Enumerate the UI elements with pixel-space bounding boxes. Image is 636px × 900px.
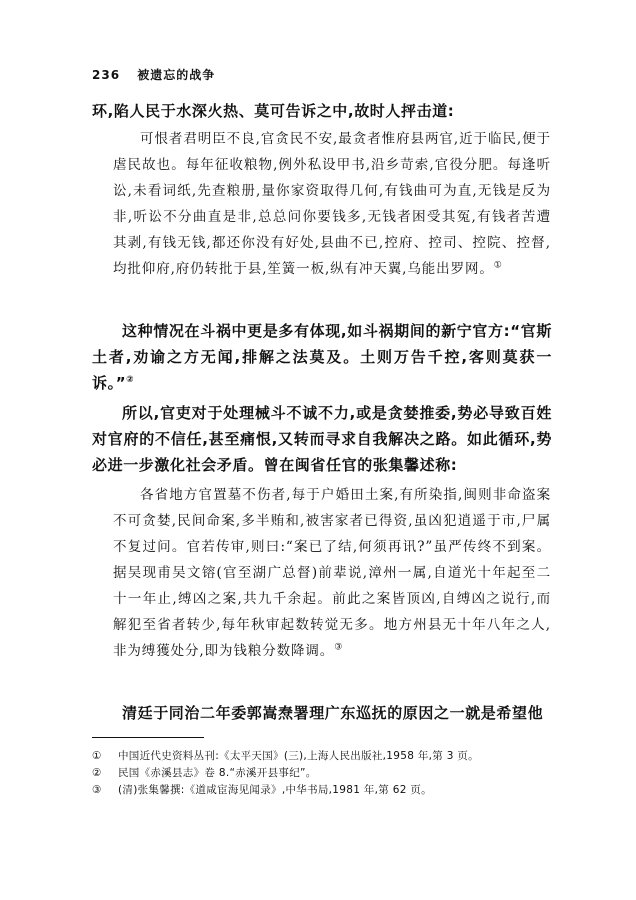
footnote-2-mark: ② [92, 767, 102, 779]
footnote-ref-2: ② [126, 375, 135, 385]
footnote-ref-3: ③ [334, 642, 344, 653]
footnote-1-mark: ① [92, 750, 102, 762]
footnote-2-text: 民国《赤溪县志》卷 8.“赤溪开县事纪”。 [118, 767, 317, 779]
footnote-3-text: (清)张集馨撰:《道咸宦海见闻录》,中华书局,1981 年,第 62 页。 [118, 784, 432, 796]
paragraph-1-text: 环,陷人民于水深火热、莫可告诉之中,故时人抨击道: [92, 102, 455, 120]
page-number: 236 [92, 68, 121, 82]
running-header [92, 66, 215, 83]
paragraph-1 [92, 98, 552, 124]
paragraph-4 [92, 700, 552, 726]
paragraph-3-text: 所以,官吏对于处理械斗不诚不力,或是贪婪推委,势必导致百姓对官府的不信任,甚至痛恨,又转而寻求自我解决之路。如此循环,势必进一步激化社会矛盾。曾在闽省任官的张集馨述称: [92, 404, 552, 474]
footnote-1 [92, 748, 562, 764]
paragraph-2-text: 这种情况在斗祸中更是多有体现,如斗祸期间的新宁官方:“官斯土者,劝谕之方无闻,排解之法莫及。土则万告千控,客则莫获一诉。” [92, 322, 552, 392]
block-quote-2-text: 各省地方官置墓不伤者,每于户婚田土案,有所染指,闽则非命盗案不可贪婪,民间命案,多半贿和,被害家者已得资,虽凶犯逍遥于市,尸属不复过问。官若传审,则曰:“案已了结,何须再讯?”虽严传终不到案。据吴现甫吴文镕(官至湖广总督)前辈说,漳州一属,自道光十年起至二十一年止,缚凶之案,共九千余起。前此之案皆顶凶,自缚凶之说行,而解犯至省者转少,每年秋审起数转觉无多。地方州县无十年八年之人,非为缚獲处分,即为钱粮分数降调。 [113, 487, 551, 659]
paragraph-2 [92, 318, 552, 396]
paragraph-4-text: 清廷于同治二年委郭嵩焘署理广东巡抚的原因之一就是希望他 [122, 704, 544, 722]
paragraph-3 [92, 400, 552, 478]
block-quote-2 [113, 482, 551, 664]
footnote-2 [92, 765, 562, 781]
footnote-divider [92, 737, 204, 738]
footnote-1-text: 中国近代史资料丛刊:《太平天国》(三),上海人民出版社,1958 年,第 3 页。 [118, 750, 479, 762]
book-title: 被遗忘的战争 [137, 68, 216, 82]
block-quote-1 [113, 126, 551, 282]
footnote-3-mark: ③ [92, 784, 102, 796]
block-quote-1-text: 可恨者君明臣不良,官贪民不安,最贪者惟府县两官,近于临民,便于虐民故也。每年征收粮物,例外私设甲书,沿乡苛索,官役分肥。每逢听讼,未看词纸,先查粮册,量你家资取得几何,有钱曲可为直,无钱是反为非,听讼不分曲直是非,总总问你要钱多,无钱者困受其冤,有钱者苦遭其剥,有钱无钱,都还你没有好处,县曲不已,控府、控司、控院、控督,均批仰府,府仍转批于县,笙簧一板,纵有冲天翼,乌能出罗网。 [113, 131, 551, 277]
footnote-3 [92, 782, 562, 798]
footnote-ref-1: ① [493, 260, 503, 271]
